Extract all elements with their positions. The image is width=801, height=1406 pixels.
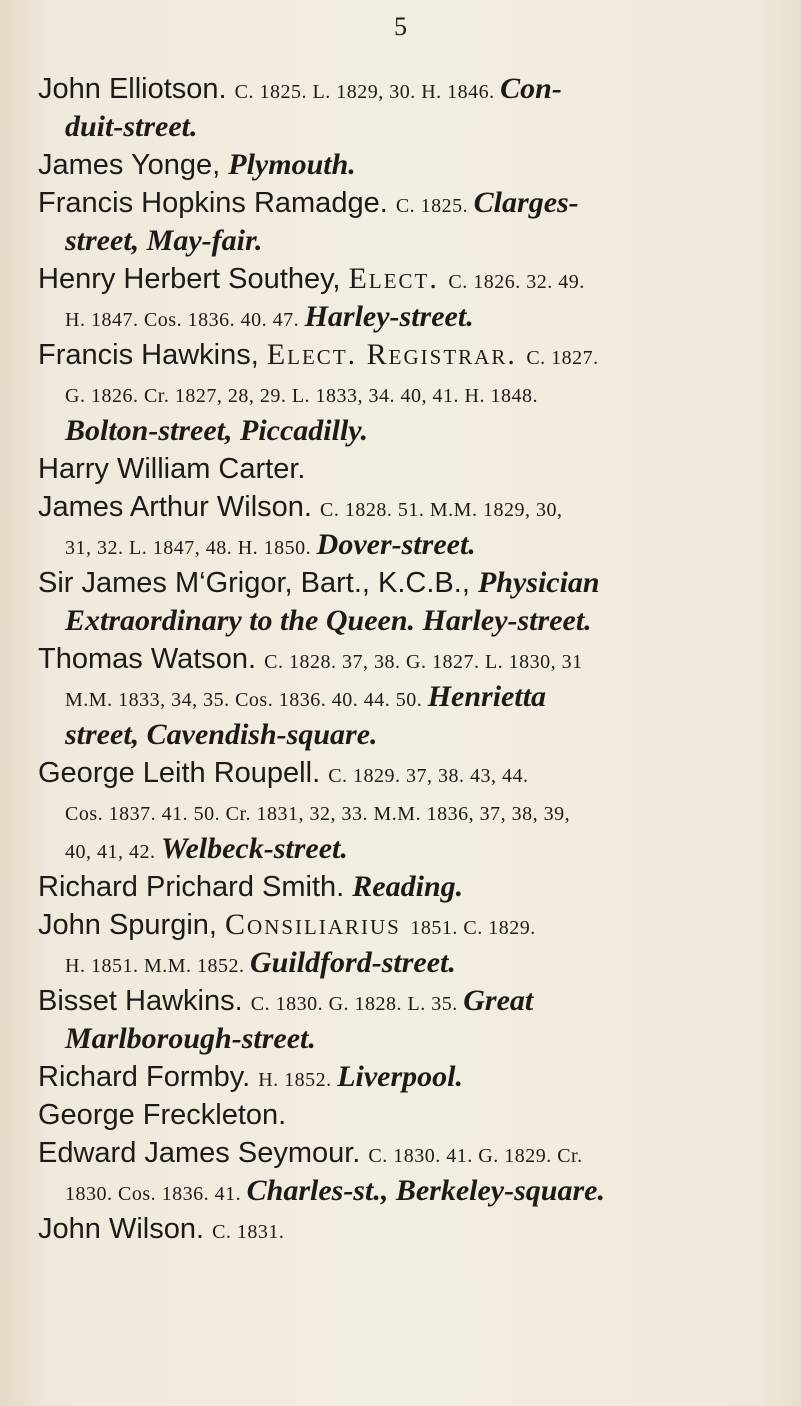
entry-address: Marlborough-street.: [65, 1022, 316, 1055]
entry-name: Harry William Carter.: [38, 453, 306, 485]
text-line: [38, 678, 778, 716]
entry-address: Extraordinary to the Queen. Harley-street.: [65, 604, 592, 637]
entry-name: John Elliotson.: [38, 73, 235, 105]
entry-name: Henry Herbert Southey,: [38, 263, 349, 295]
text-line: [38, 602, 778, 640]
entry-office: Consiliarius: [225, 908, 411, 941]
entry-dates: H. 1852.: [258, 1069, 338, 1091]
entry-address: Reading.: [352, 870, 464, 903]
entry-name: Bisset Hawkins.: [38, 985, 251, 1017]
entry-address: Bolton-street, Piccadilly.: [65, 414, 369, 447]
entry-name: Thomas Watson.: [38, 643, 265, 675]
text-line: [38, 336, 778, 374]
entry-address: Dover-street.: [316, 528, 476, 561]
entry-dates: G. 1826. Cr. 1827, 28, 29. L. 1833, 34. 40, 41. H. 1848.: [65, 385, 538, 407]
text-line: [38, 526, 778, 564]
entry-dates: C. 1825.: [395, 195, 474, 217]
entry-address: duit-street.: [65, 110, 198, 143]
entry-address: Great: [463, 984, 534, 1017]
entry-name: Francis Hopkins Ramadge.: [38, 187, 396, 219]
entry-dates: 1851. C. 1829.: [410, 917, 536, 939]
text-line: [38, 1134, 778, 1172]
entry-dates: C. 1825. L. 1829, 30. H. 1846.: [234, 81, 501, 103]
entry-address: Charles-st., Berkeley-square.: [246, 1174, 605, 1207]
text-line: [38, 830, 778, 868]
text-line: [38, 982, 778, 1020]
text-line: [38, 792, 778, 830]
entry-name: George Leith Roupell.: [38, 757, 329, 789]
text-line: [38, 640, 778, 678]
entry-dates: C. 1828. 51. M.M. 1829, 30,: [320, 499, 563, 521]
entry-name: Richard Prichard Smith.: [38, 871, 353, 903]
text-line: [38, 412, 778, 450]
text-line: [38, 222, 778, 260]
entry-address: Con-: [500, 72, 562, 105]
text-line: [38, 260, 778, 298]
text-line: [38, 716, 778, 754]
entry-dates: 1830. Cos. 1836. 41.: [65, 1183, 247, 1205]
text-line: [38, 564, 778, 602]
entry-name: Edward James Seymour.: [38, 1137, 369, 1169]
entry-name: Francis Hawkins,: [38, 339, 267, 371]
entry-dates: C. 1830. G. 1828. L. 35.: [250, 993, 464, 1015]
entry-dates: Cos. 1837. 41. 50. Cr. 1831, 32, 33. M.M. 1836, 37, 38, 39,: [65, 803, 571, 825]
entry-address: street, Cavendish-square.: [65, 718, 378, 751]
text-line: [38, 1020, 778, 1058]
entry-dates: C. 1829. 37, 38. 43, 44.: [328, 765, 529, 787]
entry-dates: 31, 32. L. 1847, 48. H. 1850.: [65, 537, 317, 559]
text-line: [38, 944, 778, 982]
entry-address: Liverpool.: [337, 1060, 463, 1093]
text-line: [38, 1096, 778, 1134]
entry-address: Welbeck-street.: [161, 832, 348, 865]
text-line: [38, 146, 778, 184]
entry-office: Elect.: [348, 262, 449, 295]
entry-address: Plymouth.: [228, 148, 356, 181]
entry-address: Guildford-street.: [250, 946, 456, 979]
entry-address: Clarges-: [473, 186, 579, 219]
entry-dates: C. 1831.: [212, 1221, 285, 1243]
text-line: [38, 1058, 778, 1096]
entry-name: George Freckleton.: [38, 1099, 287, 1131]
text-line: [38, 754, 778, 792]
entry-dates: C. 1826. 32. 49.: [448, 271, 585, 293]
entry-dates: C. 1830. 41. G. 1829. Cr.: [368, 1145, 583, 1167]
entry-dates: 40, 41, 42.: [65, 841, 161, 863]
text-line: [38, 184, 778, 222]
fellows-list: [38, 70, 778, 1248]
text-line: [38, 1172, 778, 1210]
text-line: [38, 108, 778, 146]
entry-name: John Wilson.: [38, 1213, 213, 1245]
entry-address: Harley-street.: [304, 300, 474, 333]
text-line: [38, 450, 778, 488]
entry-dates: M.M. 1833, 34, 35. Cos. 1836. 40. 44. 50.: [65, 689, 428, 711]
text-line: [38, 70, 778, 108]
text-line: [38, 298, 778, 336]
text-line: [38, 488, 778, 526]
entry-name: Richard Formby.: [38, 1061, 259, 1093]
text-line: [38, 868, 778, 906]
entry-address: Henrietta: [427, 680, 547, 713]
text-line: [38, 374, 778, 412]
entry-name: James Arthur Wilson.: [38, 491, 321, 523]
entry-dates: H. 1851. M.M. 1852.: [65, 955, 251, 977]
entry-dates: C. 1827.: [526, 347, 599, 369]
entry-address: Physician: [477, 566, 600, 599]
entry-address: street, May-fair.: [65, 224, 263, 257]
text-line: [38, 1210, 778, 1248]
entry-dates: C. 1828. 37, 38. G. 1827. L. 1830, 31: [264, 651, 583, 673]
page-number: 5: [394, 12, 407, 41]
entry-name: John Spurgin,: [38, 909, 226, 941]
entry-dates: H. 1847. Cos. 1836. 40. 47.: [65, 309, 305, 331]
entry-name: Sir James M‘Grigor, Bart., K.C.B.,: [38, 567, 478, 599]
text-line: [38, 906, 778, 944]
entry-office: Elect. Registrar.: [266, 338, 527, 371]
entry-name: James Yonge,: [38, 149, 229, 181]
